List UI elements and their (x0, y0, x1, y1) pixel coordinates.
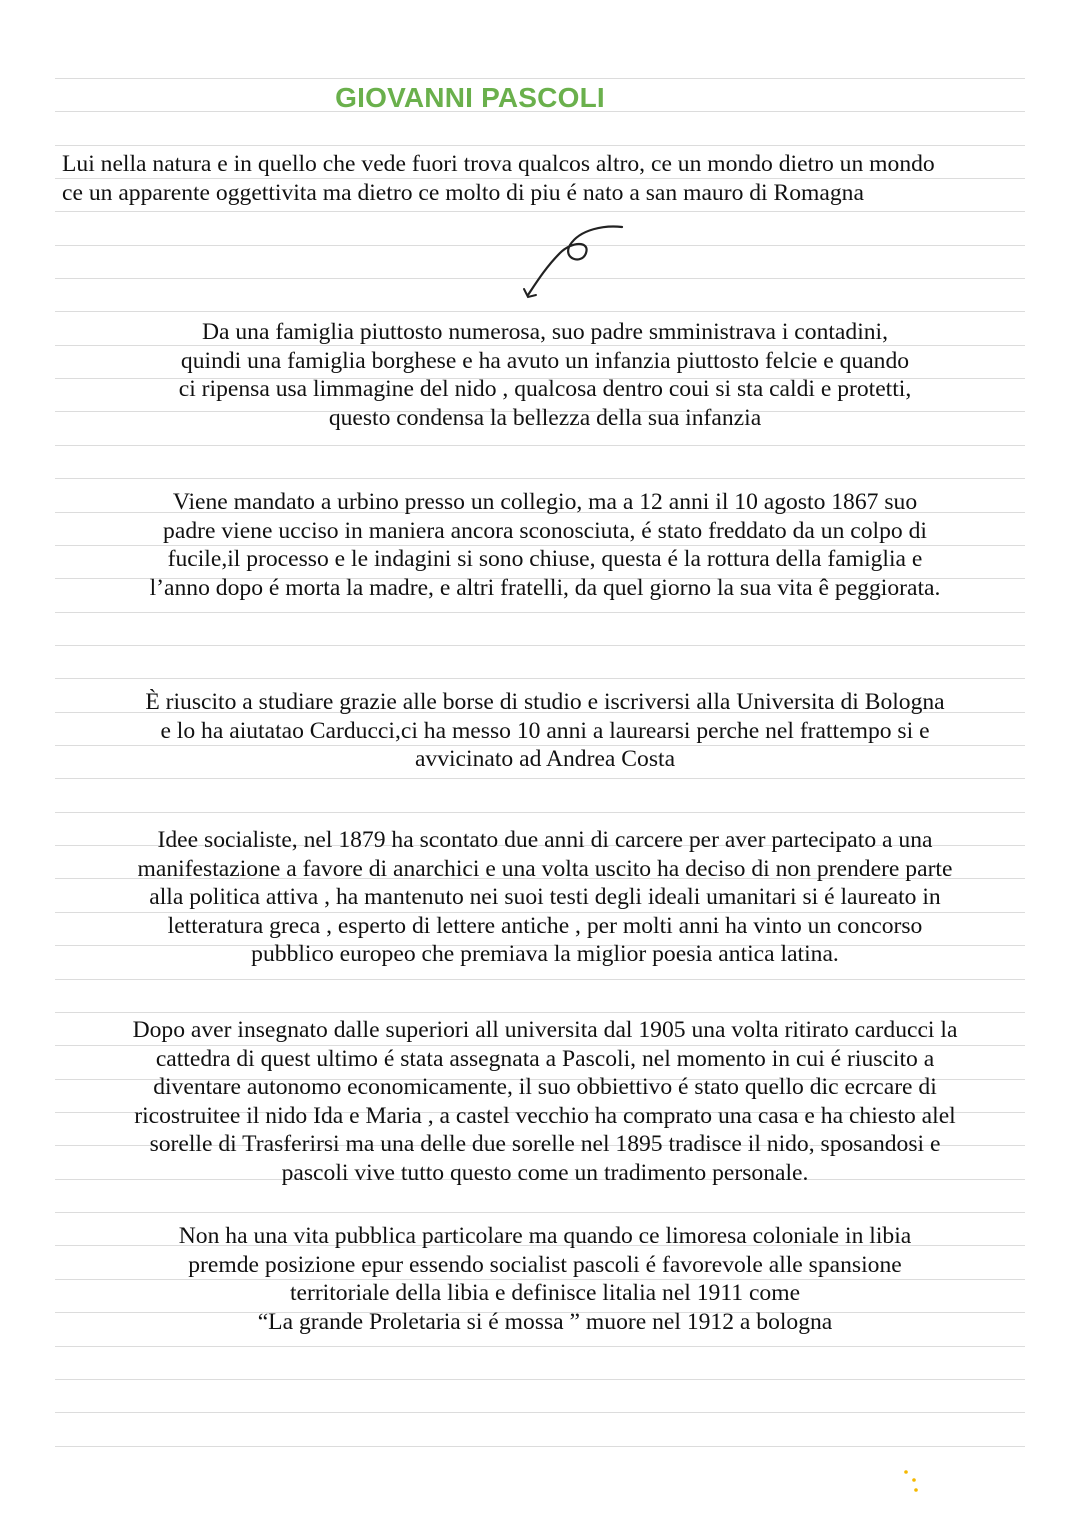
scribble-arrow-icon (510, 215, 630, 305)
text-line: ce un apparente oggettivita ma dietro ce molto di piu é nato a san mauro di Romagna (62, 179, 864, 206)
paragraph-libya (60, 1222, 1030, 1336)
text-line: Da una famiglia piuttosto numerosa, suo padre smministrava i contadini, (201, 319, 889, 345)
paragraph-intro (62, 150, 1032, 207)
paragraph-family (60, 318, 1030, 432)
text-line: letteratura greca , esperto di lettere antiche , per molti anni ha vinto un concorso (167, 912, 923, 939)
text-line: Non ha una vita pubblica particolare ma quando ce limoresa coloniale in libia (178, 1223, 912, 1249)
paragraph-father-death (60, 488, 1030, 602)
paragraph-socialism (60, 826, 1030, 969)
text-line: manifestazione a favore di anarchici e una volta uscito ha deciso di non prendere parte (137, 855, 953, 882)
text-line: ci ripensa usa limmagine del nido , qualcosa dentro coui si sta caldi e protetti, (178, 376, 912, 402)
text-line: Viene mandato a urbino presso un collegio, ma a 12 anni il 10 agosto 1867 suo (172, 489, 918, 515)
text-line: padre viene ucciso in maniera ancora sconosciuta, é stato freddato da un colpo di (163, 517, 927, 544)
text-line: È riuscito a studiare grazie alle borse di studio e iscriversi alla Universita di Bologna (145, 689, 945, 715)
text-line: sorelle di Trasferirsi ma una delle due sorelle nel 1895 tradisce il nido, sposandosi e (149, 1131, 941, 1157)
text-line: quindi una famiglia borghese e ha avuto un infanzia piuttosto felcie e quando (180, 347, 910, 374)
text-line: Lui nella natura e in quello che vede fuori trova qualcos altro, ce un mondo dietro un mondo (62, 151, 935, 177)
text-line: Idee socialiste, nel 1879 ha scontato due anni di carcere per aver partecipato a una (157, 827, 933, 853)
paragraph-university (60, 1016, 1030, 1187)
text-line: pascoli vive tutto questo come un tradimento personale. (281, 1159, 809, 1186)
text-line: ricostruitee il nido Ida e Maria , a castel vecchio ha comprato una casa e ha chiesto alel (134, 1102, 956, 1129)
text-line: fucile,il processo e le indagini si sono chiuse, questa é la rottura della famiglia e (167, 546, 923, 572)
text-line: l’anno dopo é morta la madre, e altri fratelli, da quel giorno la sua vita ê peggiorata. (149, 574, 941, 601)
decorative-dots-icon (900, 1468, 924, 1496)
text-line: avvicinato ad Andrea Costa (414, 746, 676, 772)
text-line: “La grande Proletaria si é mossa ” muore nel 1912 a bologna (257, 1308, 833, 1335)
text-line: e lo ha aiutatao Carducci,ci ha messo 10 anni a laurearsi perche nel frattempo si e (160, 717, 930, 744)
text-line: territoriale della libia e definisce litalia nel 1911 come (289, 1280, 801, 1306)
text-line: alla politica attiva , ha mantenuto nei suoi testi degli ideali umanitari si é laureato in (149, 884, 941, 910)
text-line: diventare autonomo economicamente, il suo obbiettivo é stato quello dic ecrcare di (153, 1074, 937, 1100)
paragraph-studies (60, 688, 1030, 774)
text-line: questo condensa la bellezza della sua infanzia (328, 404, 762, 431)
text-line: Dopo aver insegnato dalle superiori all universita dal 1905 una volta ritirato carducci la (132, 1017, 958, 1043)
page-title: GIOVANNI PASCOLI (335, 82, 605, 113)
text-line: cattedra di quest ultimo é stata assegnata a Pascoli, nel momento in cui é riuscito a (155, 1045, 935, 1072)
text-line: premde posizione epur essendo socialist pascoli é favorevole alle spansione (188, 1251, 902, 1278)
text-line: pubblico europeo che premiava la miglior poesia antica latina. (251, 941, 839, 967)
